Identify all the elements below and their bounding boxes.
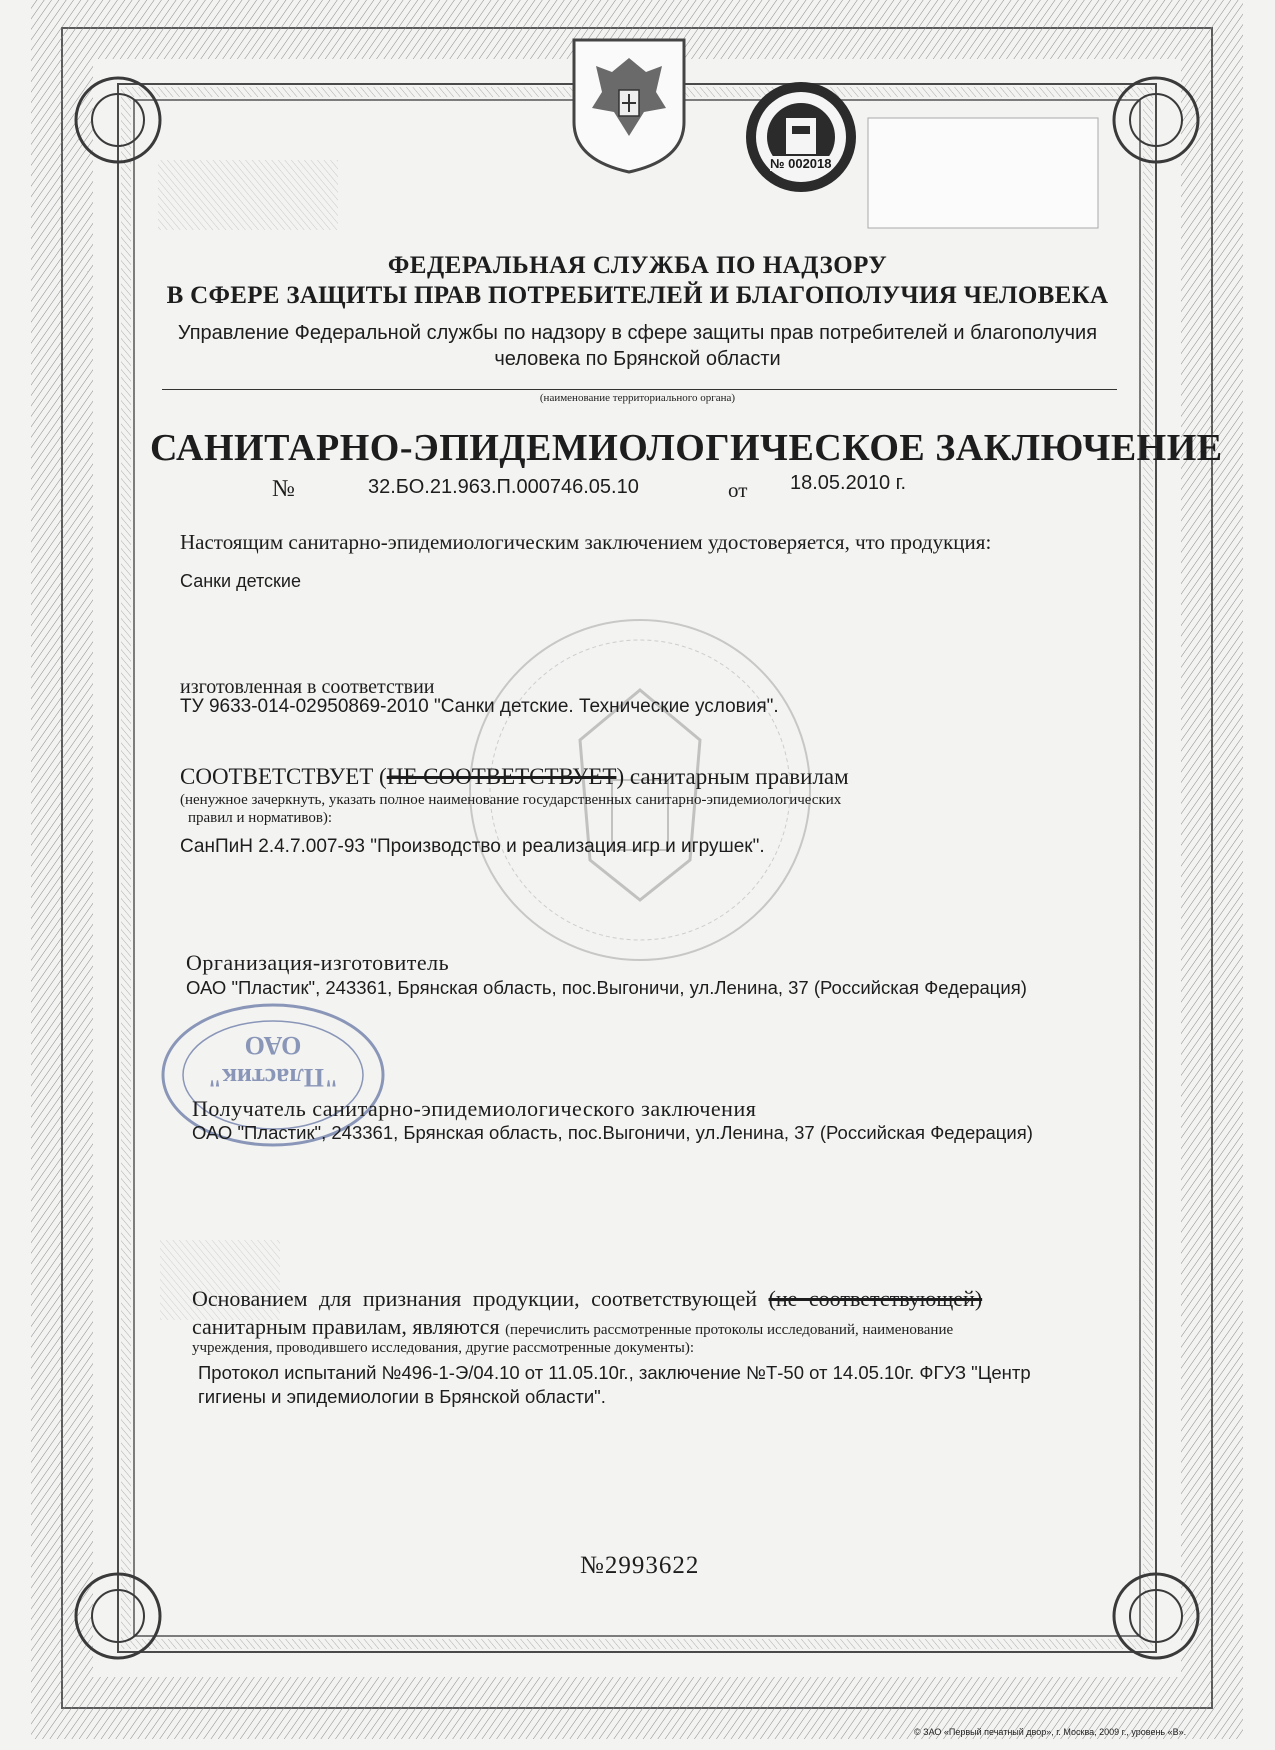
seal-number: № 002018 bbox=[770, 156, 832, 171]
document-number: 32.БО.21.963.П.000746.05.10 bbox=[368, 476, 639, 498]
document-title: САНИТАРНО-ЭПИДЕМИОЛОГИЧЕСКОЕ ЗАКЛЮЧЕНИЕ bbox=[150, 427, 1223, 469]
agency-title-line1: ФЕДЕРАЛЬНАЯ СЛУЖБА ПО НАДЗОРУ bbox=[387, 252, 888, 279]
intro-text: Настоящим санитарно-эпидемиологическим заключением удостоверяется, что продукция: bbox=[180, 530, 992, 554]
basis-line2-note: (перечислить рассмотренные протоколы исследований, наименование bbox=[505, 1322, 954, 1338]
certification-seal-icon bbox=[742, 78, 860, 196]
form-number: №2993622 bbox=[580, 1552, 700, 1579]
department-line2: человека по Брянской области bbox=[494, 348, 781, 370]
made-per-value: ТУ 9633-014-02950869-2010 "Санки детские. Технические условия". bbox=[180, 696, 779, 717]
department-underline bbox=[162, 389, 1117, 390]
recipient-value: ОАО "Пластик", 243361, Брянская область, пос.Выгоничи, ул.Ленина, 37 (Российская Федерация) bbox=[192, 1122, 1033, 1143]
conformity-tail: ) санитарным правилам bbox=[616, 764, 849, 789]
conformity-label: СООТВЕТСТВУЕТ ( bbox=[180, 764, 387, 789]
made-per-label: изготовленная в соответствии bbox=[180, 676, 435, 698]
basis-line2 bbox=[192, 1314, 953, 1340]
manufacturer-value: ОАО "Пластик", 243361, Брянская область, пос.Выгоничи, ул.Ленина, 37 (Российская Федерация) bbox=[186, 977, 1027, 998]
basis-prefix: Основанием для признания продукции, соответствующей bbox=[192, 1286, 758, 1311]
conformity-struck: НЕ СООТВЕТСТВУЕТ bbox=[386, 764, 617, 789]
conformity-line bbox=[180, 764, 849, 790]
basis-value-line1: Протокол испытаний №496-1-Э/04.10 от 11.05.10г., заключение №Т-50 от 14.05.10г. ФГУЗ "Центр bbox=[198, 1362, 1031, 1383]
department-caption: (наименование территориального органа) bbox=[539, 392, 736, 404]
stamp-line2: "Пластик" bbox=[207, 1063, 339, 1092]
basis-line1 bbox=[192, 1286, 982, 1312]
department-line1: Управление Федеральной службы по надзору в сфере защиты прав потребителей и благополучия bbox=[177, 322, 1098, 344]
number-label: № bbox=[272, 476, 295, 502]
sanpin-value: СанПиН 2.4.7.007-93 "Производство и реализация игр и игрушек". bbox=[180, 836, 765, 857]
basis-struck: (не соответствующей) bbox=[768, 1286, 983, 1311]
document-date: 18.05.2010 г. bbox=[790, 472, 907, 494]
recipient-label: Получатель санитарно-эпидемиологического заключения bbox=[192, 1096, 757, 1121]
corner-ornament-icon bbox=[76, 78, 1223, 1658]
product-name: Санки детские bbox=[180, 571, 301, 591]
basis-value-line2: гигиены и эпидемиологии в Брянской области". bbox=[198, 1386, 606, 1407]
date-label: от bbox=[728, 478, 748, 502]
coat-of-arms-icon bbox=[566, 32, 692, 178]
conformity-note-line1: (ненужное зачеркнуть, указать полное наименование государственных санитарно-эпидемиологических bbox=[180, 792, 842, 808]
stamp-line1: ОАО bbox=[244, 1031, 302, 1060]
printer-note: © ЗАО «Первый печатный двор», г. Москва, 2009 г., уровень «В». bbox=[914, 1727, 1187, 1737]
basis-line2-main: санитарным правилам, являются bbox=[192, 1314, 500, 1339]
agency-title-line2: В СФЕРЕ ЗАЩИТЫ ПРАВ ПОТРЕБИТЕЛЕЙ И БЛАГОПОЛУЧИЯ ЧЕЛОВЕКА bbox=[166, 282, 1109, 309]
watermark-emblem-icon bbox=[470, 620, 810, 960]
manufacturer-label: Организация-изготовитель bbox=[186, 950, 450, 975]
basis-line3-note: учреждения, проводившего исследования, другие рассмотренные документы): bbox=[192, 1340, 694, 1356]
conformity-note-line2: правил и нормативов): bbox=[188, 810, 333, 826]
